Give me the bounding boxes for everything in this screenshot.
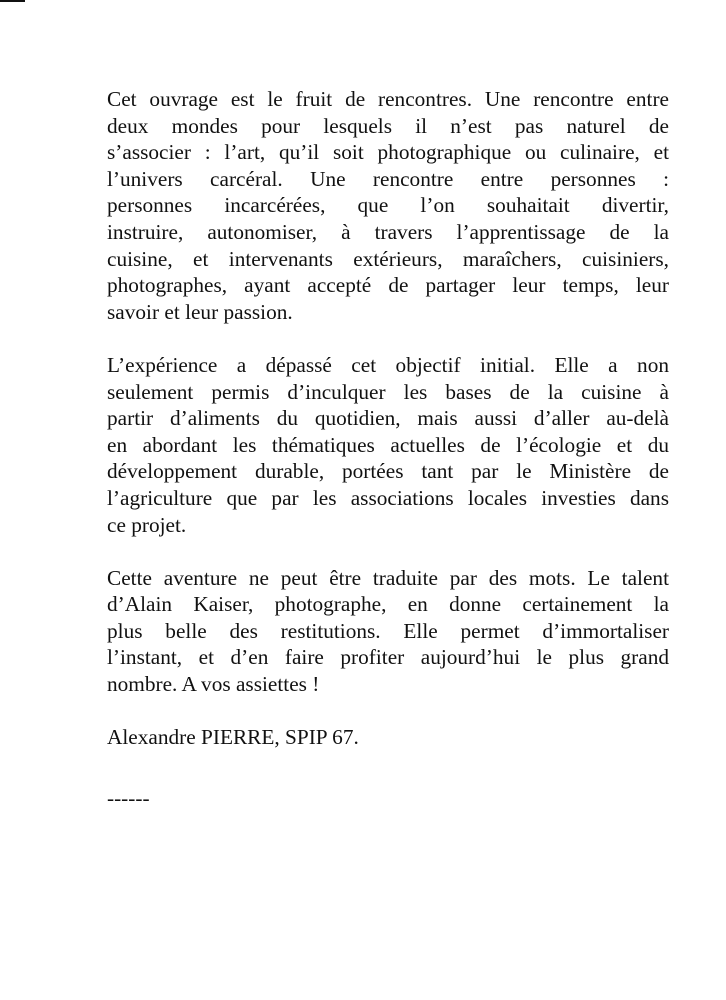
document-page (107, 86, 669, 811)
text-line: seulement permis d’inculquer les bases de la cuisine à (107, 379, 669, 404)
paragraph (107, 86, 669, 325)
text-line: en abordant les thématiques actuelles de l’écologie et du (107, 432, 669, 457)
text-line: deux mondes pour lesquels il n’est pas naturel de (107, 113, 669, 138)
text-line: développement durable, portées tant par le Ministère de (107, 459, 669, 484)
scan-corner-mark (0, 0, 25, 2)
text-line: partir d’aliments du quotidien, mais aussi d’aller au-delà (107, 406, 669, 431)
text-line: d’Alain Kaiser, photographe, en donne certainement la (107, 592, 669, 617)
text-line: savoir et leur passion. (107, 299, 293, 324)
signature: Alexandre PIERRE, SPIP 67. (107, 725, 359, 750)
separator-dashes: ------ (107, 785, 150, 810)
text-line: plus belle des restitutions. Elle permet d’immortaliser (107, 618, 669, 643)
text-line: l’instant, et d’en faire profiter aujourd’hui le plus grand (107, 645, 669, 670)
text-line: Cette aventure ne peut être traduite par des mots. Le talent (107, 565, 669, 590)
text-line: personnes incarcérées, que l’on souhaitait divertir, (107, 193, 669, 218)
text-line: L’expérience a dépassé cet objectif initial. Elle a non (107, 352, 669, 377)
body-text (107, 86, 669, 698)
text-line: instruire, autonomiser, à travers l’apprentissage de la (107, 219, 669, 244)
text-line: l’univers carcéral. Une rencontre entre personnes : (107, 166, 669, 191)
text-line: s’associer : l’art, qu’il soit photographique ou culinaire, et (107, 140, 669, 165)
text-line: nombre. A vos assiettes ! (107, 672, 320, 697)
text-line: cuisine, et intervenants extérieurs, maraîchers, cuisiniers, (107, 246, 669, 271)
text-line: photographes, ayant accepté de partager leur temps, leur (107, 273, 669, 298)
paragraph (107, 352, 669, 538)
text-line: Cet ouvrage est le fruit de rencontres. Une rencontre entre (107, 87, 669, 111)
text-line: l’agriculture que par les associations locales investies dans (107, 485, 669, 510)
paragraph (107, 565, 669, 698)
text-line: ce projet. (107, 512, 187, 537)
